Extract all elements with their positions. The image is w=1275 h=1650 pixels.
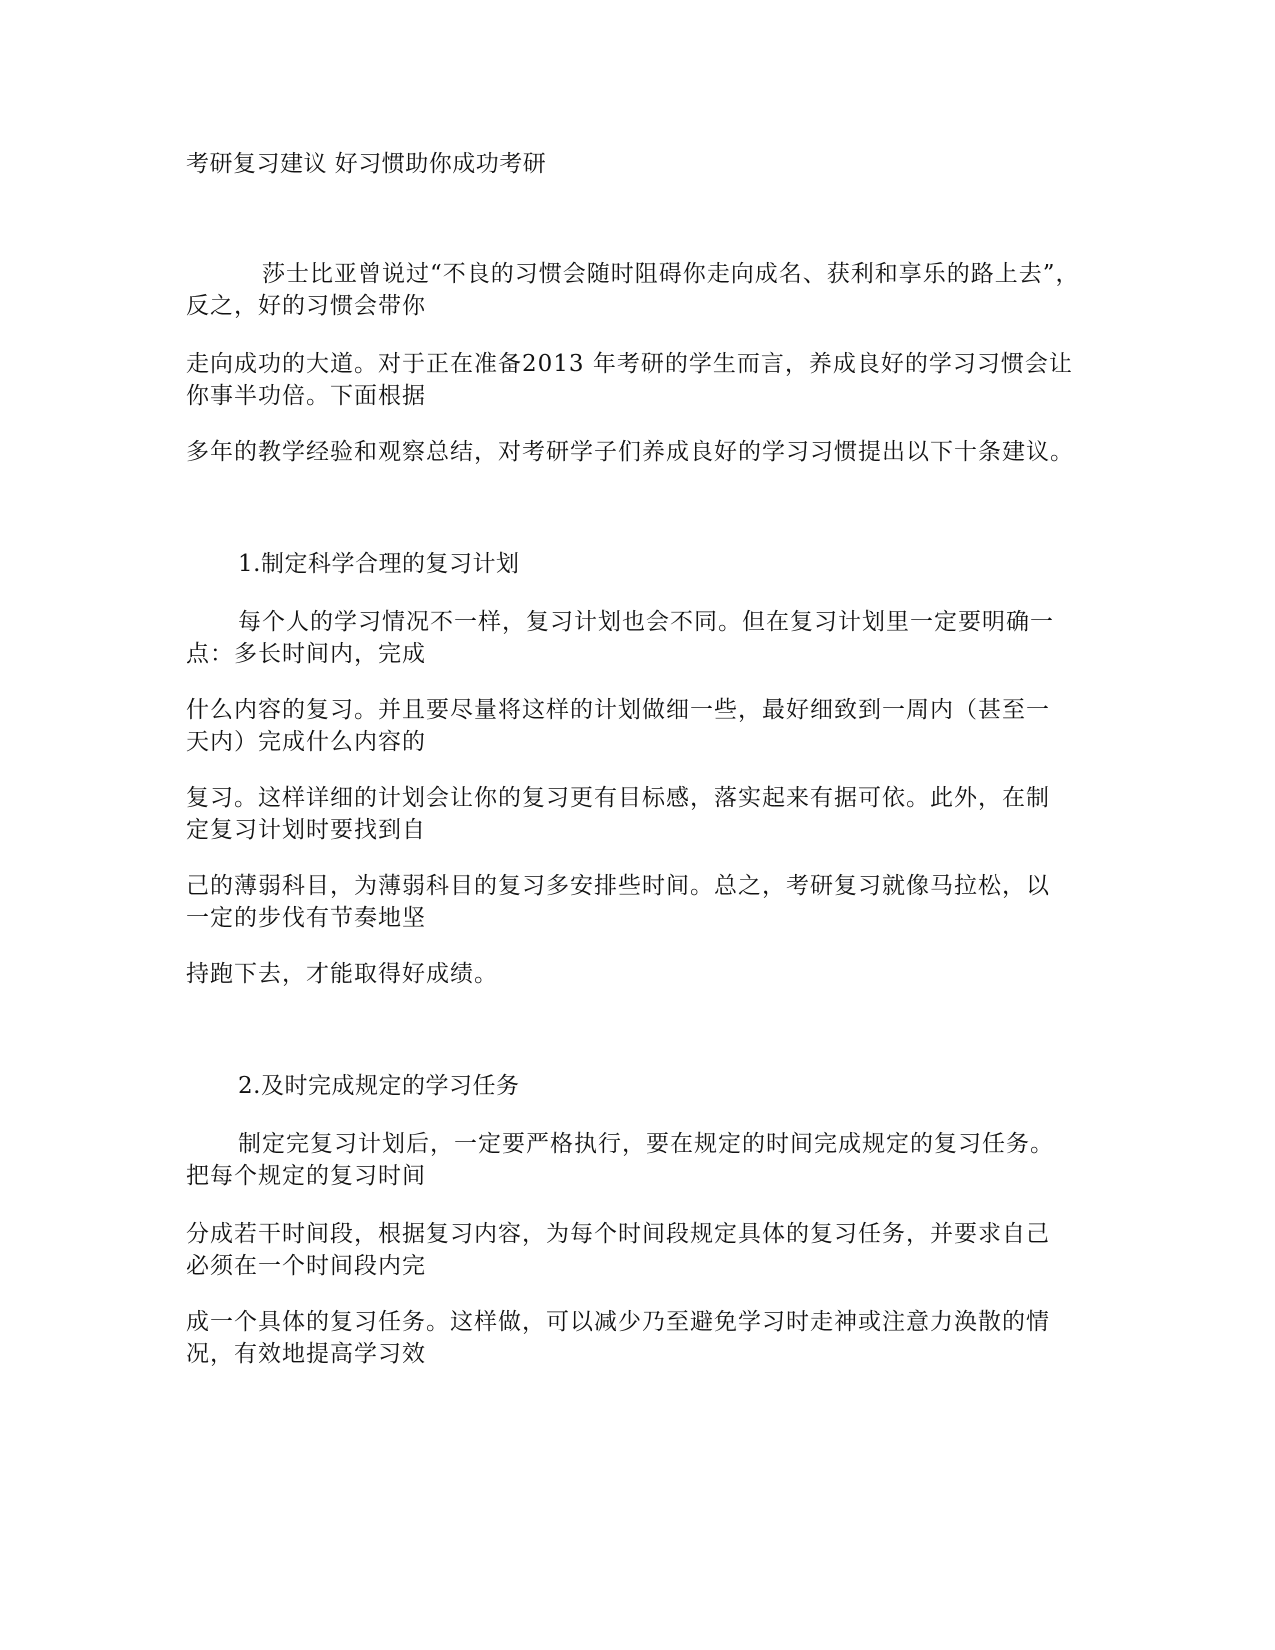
text-line: 多年的教学经验和观察总结，对考研学子们养成良好的学习习惯提出以下十条建议。 <box>186 439 1074 465</box>
text-line: 己的薄弱科目，为薄弱科目的复习多安排些时间。总之，考研复习就像马拉松，以 <box>186 873 1050 899</box>
intro-paragraph-1 <box>186 258 1086 322</box>
text-line: 定复习计划时要找到自 <box>186 817 426 843</box>
text-line: 天内）完成什么内容的 <box>186 729 426 755</box>
section-2-heading: 2.及时完成规定的学习任务 <box>238 1073 520 1099</box>
text-line: 点：多长时间内，完成 <box>186 641 426 667</box>
section-2-paragraph-1 <box>186 1128 1086 1192</box>
text-line: 你事半功倍。下面根据 <box>186 383 426 409</box>
intro-paragraph-2 <box>186 348 1086 412</box>
text-line: 持跑下去，才能取得好成绩。 <box>186 961 498 987</box>
text-line: 复习。这样详细的计划会让你的复习更有目标感，落实起来有据可依。此外，在制 <box>186 785 1050 811</box>
text-line: 必须在一个时间段内完 <box>186 1253 426 1279</box>
section-1-paragraph-5 <box>186 958 1086 990</box>
text-line: 分成若干时间段，根据复习内容，为每个时间段规定具体的复习任务，并要求自己 <box>186 1221 1050 1247</box>
text-line: 成一个具体的复习任务。这样做，可以减少乃至避免学习时走神或注意力涣散的情 <box>186 1309 1050 1335</box>
section-1-paragraph-4 <box>186 870 1086 934</box>
intro-paragraph-3 <box>186 436 1086 468</box>
text-line: 一定的步伐有节奏地坚 <box>186 905 426 931</box>
text-line: 把每个规定的复习时间 <box>186 1163 426 1189</box>
text-line: 每个人的学习情况不一样，复习计划也会不同。但在复习计划里一定要明确一 <box>238 609 1054 635</box>
section-2-paragraph-2 <box>186 1218 1086 1282</box>
text-line: 制定完复习计划后，一定要严格执行，要在规定的时间完成规定的复习任务。 <box>238 1131 1054 1157</box>
text-line: 走向成功的大道。对于正在准备2013 年考研的学生而言，养成良好的学习习惯会让 <box>186 351 1073 377</box>
section-1-heading: 1.制定科学合理的复习计划 <box>238 551 520 577</box>
section-1-paragraph-3 <box>186 782 1086 846</box>
text-line: 莎士比亚曾说过“不良的习惯会随时阻碍你走向成名、获利和享乐的路上去”， <box>262 261 1080 287</box>
section-1-paragraph-2 <box>186 694 1086 758</box>
text-line: 况，有效地提高学习效 <box>186 1341 426 1367</box>
document-title: 考研复习建议 好习惯助你成功考研 <box>186 151 547 177</box>
section-1-paragraph-1 <box>186 606 1086 670</box>
text-line: 反之，好的习惯会带你 <box>186 293 426 319</box>
section-2-paragraph-3 <box>186 1306 1086 1370</box>
text-line: 什么内容的复习。并且要尽量将这样的计划做细一些，最好细致到一周内（甚至一 <box>186 697 1050 723</box>
